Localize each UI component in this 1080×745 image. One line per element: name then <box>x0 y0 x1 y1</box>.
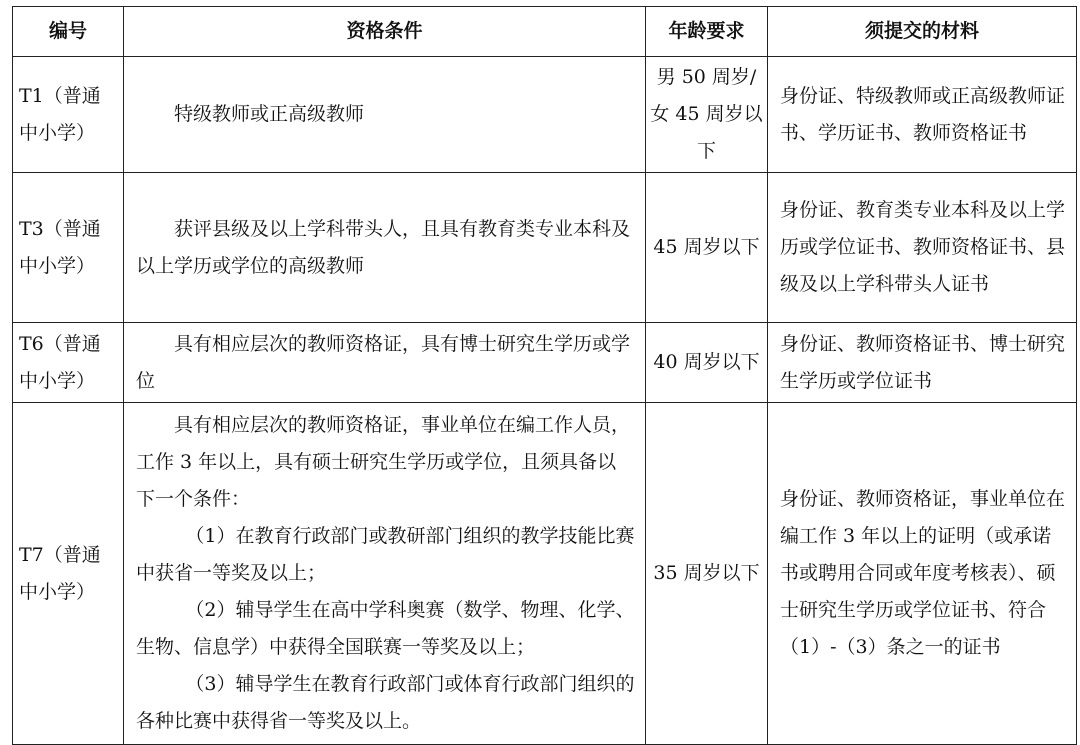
cell-code: T3（普通中小学） <box>13 173 124 323</box>
condition-item-1: （1）在教育行政部门或教研部门组织的教学技能比赛中获省一等奖及以上； <box>136 525 635 584</box>
header-conditions: 资格条件 <box>124 7 646 57</box>
cell-conditions <box>124 173 646 323</box>
table-header-row <box>13 7 1077 57</box>
cell-conditions <box>124 323 646 403</box>
cell-materials: 身份证、特级教师或正高级教师证书、学历证书、教师资格证书 <box>768 57 1077 173</box>
table-row <box>13 173 1077 323</box>
cell-age: 男 50 周岁/女 45 周岁以下 <box>646 57 768 173</box>
cell-conditions <box>124 57 646 173</box>
table-row <box>13 403 1077 745</box>
cell-conditions <box>124 403 646 745</box>
cell-code: T7（普通中小学） <box>13 403 124 745</box>
cell-materials: 身份证、教育类专业本科及以上学历或学位证书、教师资格证书、县级及以上学科带头人证书 <box>768 173 1077 323</box>
condition-text: 具有相应层次的教师资格证，具有博士研究生学历或学位 <box>136 332 631 392</box>
header-age: 年龄要求 <box>646 7 768 57</box>
table-row <box>13 57 1077 173</box>
condition-item-2: （2）辅导学生在高中学科奥赛（数学、物理、化学、生物、信息学）中获得全国联赛一等奖及以上； <box>136 599 635 658</box>
table-row <box>13 323 1077 403</box>
header-code: 编号 <box>13 7 124 57</box>
cell-code: T1（普通中小学） <box>13 57 124 173</box>
qualification-table <box>12 6 1077 745</box>
condition-text: 获评县级及以上学科带头人，且具有教育类专业本科及以上学历或学位的高级教师 <box>136 217 631 277</box>
cell-materials: 身份证、教师资格证书、博士研究生学历或学位证书 <box>768 323 1077 403</box>
condition-text: 具有相应层次的教师资格证，事业单位在编工作人员，工作 3 年以上，具有硕士研究生学历或学位，且须具备以下一个条件： <box>136 414 631 510</box>
cell-code: T6（普通中小学） <box>13 323 124 403</box>
header-materials: 须提交的材料 <box>768 7 1077 57</box>
cell-materials: 身份证、教师资格证，事业单位在编工作 3 年以上的证明（或承诺书或聘用合同或年度考核表）、硕士研究生学历或学位证书、符合（1）-（3）条之一的证书 <box>768 403 1077 745</box>
cell-age: 45 周岁以下 <box>646 173 768 323</box>
cell-age: 35 周岁以下 <box>646 403 768 745</box>
condition-text: 特级教师或正高级教师 <box>174 103 365 125</box>
cell-age: 40 周岁以下 <box>646 323 768 403</box>
condition-item-3: （3）辅导学生在教育行政部门或体育行政部门组织的各种比赛中获得省一等奖及以上。 <box>136 673 635 732</box>
